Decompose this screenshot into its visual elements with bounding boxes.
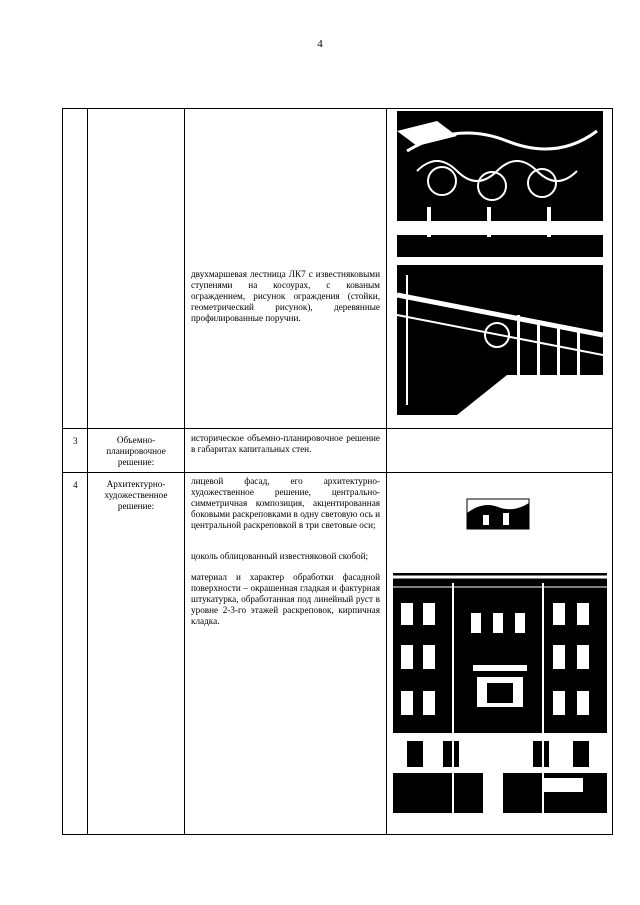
row-text-cell: историческое объемно-планировочное решение в габаритах капитальных стен.	[185, 429, 387, 473]
row-number-cell: 4	[63, 473, 88, 835]
plinth-paragraph: цоколь облицованный известняковой скобой;	[191, 551, 369, 561]
object-description-table	[62, 108, 613, 835]
staircase-description: двухмаршевая лестница ЛК7 с известняковыми ступенями на косоурах, с кованым ограждением, рисунок ограждения (стойки, геометрический рисунок), деревянные профилированные поручни.	[191, 269, 380, 323]
row-photo-cell	[387, 473, 613, 835]
row-label-cell: Объемно-планировочное решение:	[88, 429, 185, 473]
staircase-railing-photo-2	[397, 265, 603, 415]
row-photo-cell	[387, 429, 613, 473]
page-number: 4	[317, 38, 323, 50]
row-label-cell	[88, 109, 185, 429]
table-row	[63, 109, 613, 429]
row-label-cell: Архитектурно-художественное решение:	[88, 473, 185, 835]
table-row	[63, 429, 613, 473]
row-text-cell	[185, 109, 387, 429]
row-photo-cell	[387, 109, 613, 429]
table-row	[63, 473, 613, 835]
material-paragraph: материал и характер обработки фасадной поверхности – окрашенная гладкая и фактурная штукатурка, обработанная под линейный руст в уровне 2-3-го этажей раскреповок, кирпичная кладка.	[191, 572, 380, 626]
row-number-cell: 3	[63, 429, 88, 473]
facade-detail-photo	[463, 493, 533, 535]
facade-paragraph: лицевой фасад, его архитектурно-художественное решение, центрально-симметричная композиция, акцентированная боковыми раскреповками в одну световую ось и центральной раскреповкой в три световые оси;	[191, 476, 381, 530]
building-facade-photo	[393, 573, 607, 813]
row-number-cell	[63, 109, 88, 429]
staircase-railing-photo-1	[397, 111, 603, 257]
row-text-cell	[185, 473, 387, 835]
